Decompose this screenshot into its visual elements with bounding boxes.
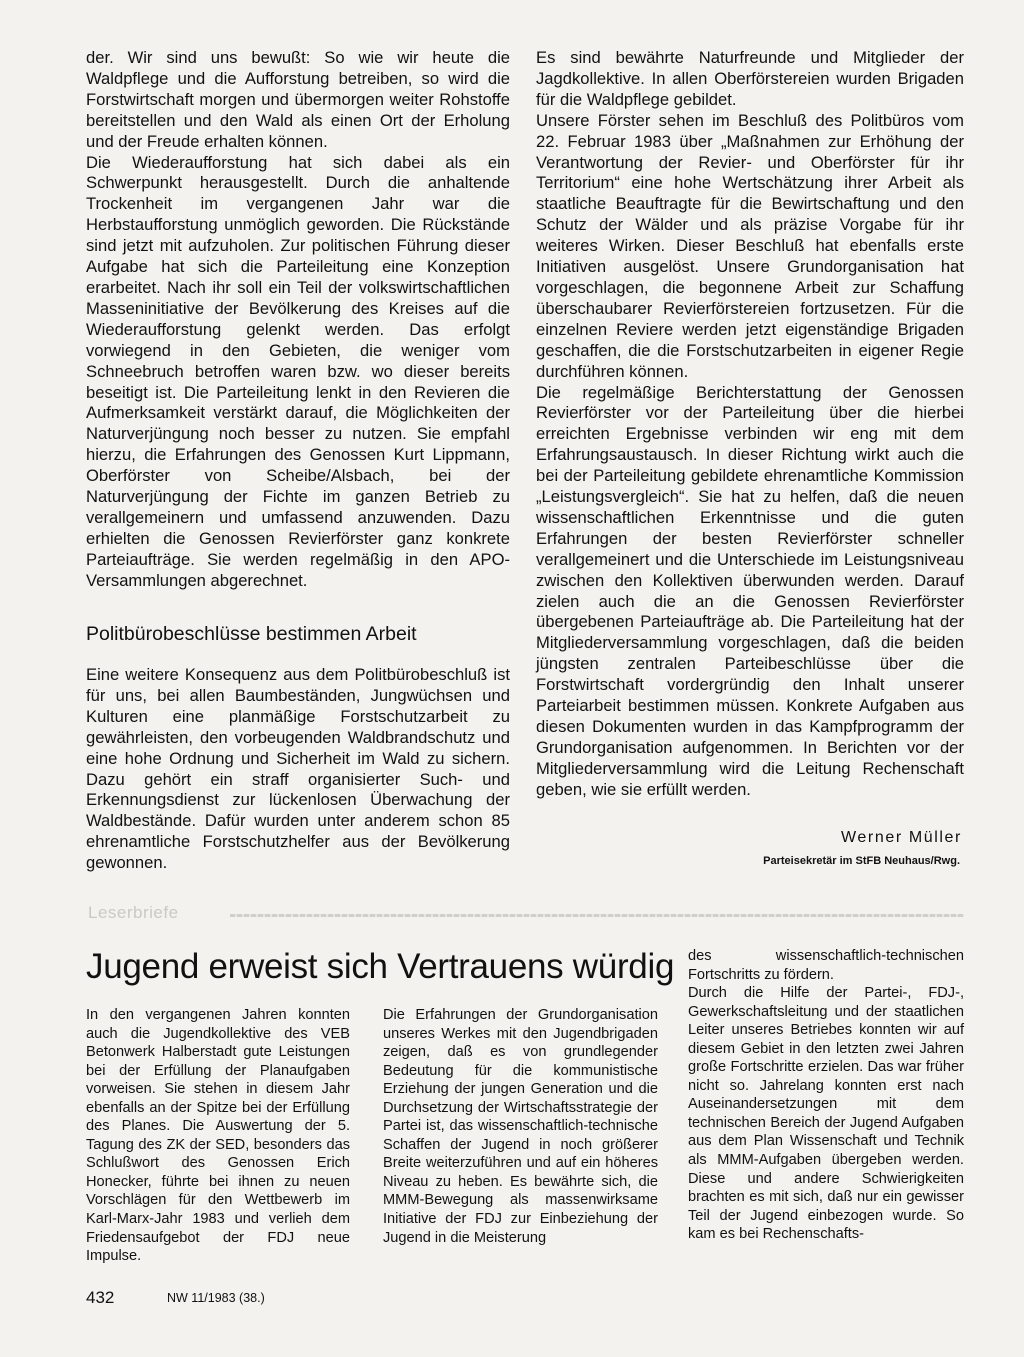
author-name: Werner Müller [841, 829, 962, 846]
section-subheading: Politbürobeschlüsse bestimmen Arbeit [86, 623, 417, 645]
author-role: Parteisekretär im StFB Neuhaus/Rwg. [763, 855, 960, 867]
section-label: Leserbriefe [88, 903, 179, 922]
section-divider [230, 914, 964, 917]
paragraph: Die Erfahrungen der Grundorganisation unseres Werkes mit den Jugendbrigaden zeigen, daß es von grundlegender Bedeutung für die kommunistische Erziehung der jungen Generation und die Durchsetzung der Wirtschaftsstrategie der Partei ist, das wissenschaftlich-technische Schaffen der Jugend in noch größerer Breite weiterzuführen und auf ein höheres Niveau zu heben. Es bewährte sich, die MMM-Bewegung als massenwirksame Initiative der FDJ zur Einbeziehung der Jugend in die Meisterung [383, 1007, 658, 1246]
paragraph: des wissenschaftlich-technischen Fortschritts zu fördern. [688, 948, 964, 983]
paragraph: Durch die Hilfe der Partei-, FDJ-, Gewerkschaftsleitung und der staatlichen Leiter unseres Betriebes konnten wir auf diesem Gebiet in den letzten zwei Jahren große Fortschritte erzielen. Das war früher nicht so. Jahrelang konnten erst nach Auseinandersetzungen mit dem technischen Bereich der Jugend Aufgaben aus dem Plan Wissenschaft und Technik als MMM-Aufgaben übergeben werden. Diese und andere Schwierigkeiten brachten es mit sich, daß nur ein gewisser Teil der Jugend einbezogen wurde. So kam es bei Rechenschafts- [688, 985, 964, 1243]
paragraph: Die regelmäßige Berichterstattung der Genossen Revierförster vor der Parteileitung über die hierbei erreichten Ergebnisse verbinden wir eng mit dem Erfahrungsaustausch. In dieser Richtung wirkt auch die bei der Parteileitung gebildete ehrenamtliche Kommission „Leistungsvergleich“. Sie hat zu helfen, daß die neuen wissenschaftlichen Erkenntnisse und die guten Erfahrungen der besten Revierförster schneller verallgemeinert und die Unterschiede im Leistungsniveau zwischen den Kollektiven überwunden werden. Darauf zielen auch die an die Genossen Revierförster übergebenen Parteiaufträge ab. Die Parteileitung hat der Mitgliederversammlung vorgeschlagen, daß die beiden jüngsten zentralen Parteibeschlüsse über die Forstwirtschaft vordergründig den Inhalt unserer Parteiarbeit bestimmen müssen. Konkrete Aufgaben aus diesen Dokumenten wurden in das Kampfprogramm der Grundorganisation aufgenommen. In Berichten vor der Mitgliederversammlung wird die Leitung Rechenschaft geben, wie sie erfüllt werden. [536, 382, 964, 799]
upper-left-column [86, 48, 510, 592]
paragraph: Es sind bewährte Naturfreunde und Mitglieder der Jagdkollektive. In allen Oberförstereien wurden Brigaden für die Waldpflege gebildet. [536, 48, 964, 109]
upper-left-column-continued [86, 665, 510, 874]
paragraph: Eine weitere Konsequenz aus dem Politbürobeschluß ist für uns, bei allen Baumbeständen, Jungwüchsen und Kulturen eine planmäßige Forstschutzarbeit zu gewährleisten, den vorbeugenden Waldbrandschutz und eine hohe Ordnung und Sicherheit im Wald zu sichern. Dazu gehört ein straff organisierter Such- und Erkennungsdienst zur lückenlosen Überwachung der Waldbestände. Dafür wurden unter anderem schon 85 ehrenamtliche Forstschutzhelfer aus der Bevölkerung gewonnen. [86, 665, 510, 873]
paragraph: Unsere Förster sehen im Beschluß des Politbüros vom 22. Februar 1983 über „Maßnahmen zur Erhöhung der Verantwortung der Revier- und Oberförster für ihr Territorium“ eine hohe Wertschätzung ihrer Arbeit als staatliche Beauftragte für die Bewirtschaftung und den Schutz der Wälder und als präzise Vorgabe für ihr weiteres Wirken. Dieser Beschluß hat ebenfalls erste Initiativen ausgelöst. Unsere Grundorganisation hat vorgeschlagen, die begonnene Arbeit zur Schaffung überschaubarer Revierförstereien fortzusetzen. Für die einzelnen Reviere werden jetzt eigenständige Brigaden geschaffen, die die Forstschutzarbeiten in eigener Regie durchführen können. [536, 110, 964, 381]
paragraph: Die Wiederaufforstung hat sich dabei als ein Schwerpunkt herausgestellt. Durch die anhaltende Trockenheit im vergangenen Jahr war die Herbstaufforstung unmöglich geworden. Die Rückstände sind jetzt mit aufzuholen. Zur politischen Führung dieser Aufgabe hat sich die Parteileitung eine Konzeption erarbeitet. Nach ihr soll ein Teil der volkswirtschaftlichen Masseninitiative der Bevölkerung des Kreises auf die Wiederaufforstung gelenkt werden. Das erfolgt vorwiegend in den Gebieten, die weniger vom Schneebruch betroffen waren bzw. wo dieser bereits beseitigt ist. Die Parteileitung lenkt in den Revieren die Aufmerksamkeit verstärkt darauf, die Möglichkeiten der Naturverjüngung noch besser zu nutzen. Sie empfahl hierzu, die Erfahrungen des Genossen Kurt Lippmann, Oberförster von Scheibe/Alsbach, bei der Naturverjüngung der Fichte im ganzen Betrieb zu verallgemeinern und umfassend anzuwenden. Dazu erhielten die Genossen Revierförster ganz konkrete Parteiaufträge. Sie werden regelmäßig in den APO-Versammlungen abgerechnet. [86, 152, 510, 590]
paragraph: In den vergangenen Jahren konnten auch die Jugendkollektive des VEB Betonwerk Halberstadt gute Leistungen bei der Erfüllung der Planaufgaben vorweisen. Sie stehen in diesem Jahr ebenfalls an der Spitze bei der Erfüllung des Planes. Die Auswertung der 5. Tagung des ZK der SED, besonders das Schlußwort des Genossen Erich Honecker, führte bei ihnen zu neuen Vorschlägen für den Wettbewerb im Karl-Marx-Jahr 1983 und verlieh dem Friedensaufgebot der FDJ neue Impulse. [86, 1007, 350, 1265]
article-headline: Jugend erweist sich Vertrauens würdig [86, 947, 675, 986]
article-column-1 [86, 1006, 350, 1266]
paragraph: der. Wir sind uns bewußt: So wie wir heute die Waldpflege und die Aufforstung betreiben, so wird die Forstwirtschaft morgen und übermorgen weiter Rohstoffe bereitstellen und den Wald als einen Ort der Erholung und der Freude erhalten können. [86, 48, 510, 151]
page-number: 432 [86, 1288, 115, 1307]
article-column-2 [383, 1006, 658, 1247]
upper-right-column [536, 48, 964, 801]
article-column-3 [688, 947, 964, 1244]
issue-reference: NW 11/1983 (38.) [167, 1291, 265, 1305]
